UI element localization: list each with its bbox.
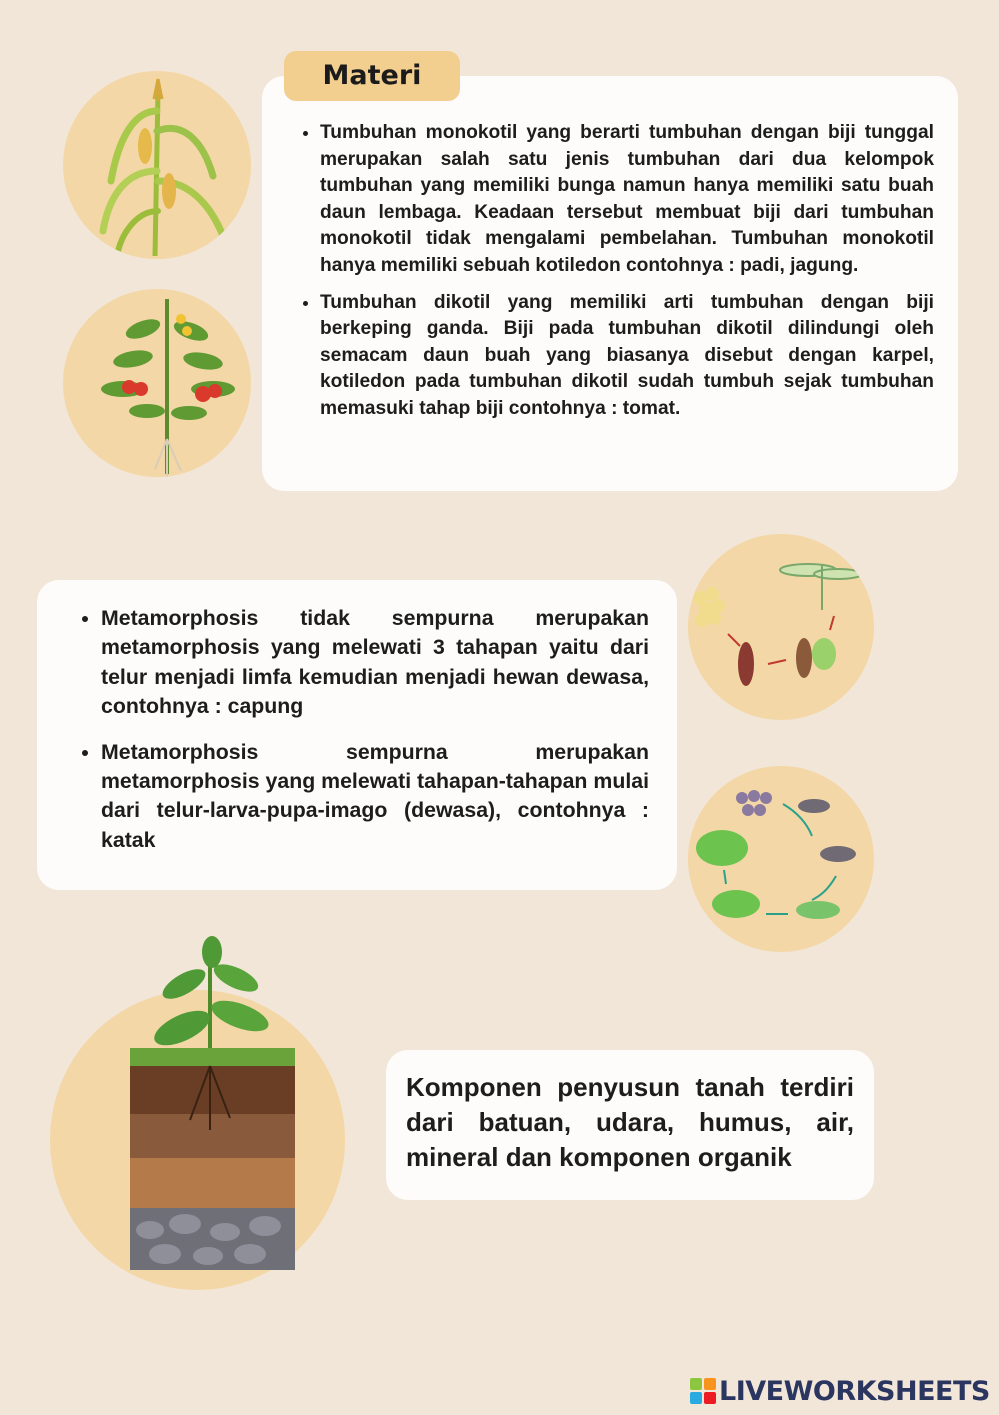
list-item: • Metamorphosis sempurna merupakan metamorphosis yang melewati tahapan-tahapan mulai dari telur-larva-pupa-imago (dewasa), contohnya : katak xyxy=(101,738,649,856)
list-item: • Metamorphosis tidak sempurna merupakan metamorphosis yang melewati 3 tahapan yaitu dari telur menjadi limfa kemudian menjadi hewan dewasa, contohnya : capung xyxy=(101,604,649,722)
materi-card xyxy=(262,76,958,491)
liveworksheets-logo[interactable] xyxy=(690,1374,990,1408)
soil-components-card xyxy=(386,1050,874,1200)
tomato-plant-icon xyxy=(63,289,251,477)
list-item: • Tumbuhan dikotil yang memiliki arti tumbuhan dengan biji berkeping ganda. Biji pada tumbuhan dikotil dilindungi oleh semacam daun buah yang biasanya disebut dengan karpel, kotiledon pada tumbuhan dikotil sudah tumbuh sejak tumbuhan memasuki tahap biji contohnya : tomat. xyxy=(320,290,934,423)
corn-plant-icon xyxy=(63,71,251,259)
logo-text: LIVEWORKSHEETS xyxy=(719,1375,990,1407)
liveworksheets-logo-icon xyxy=(690,1378,716,1404)
soil-layers-icon xyxy=(130,930,295,1275)
materi-bullet-list xyxy=(298,120,934,423)
frog-life-cycle-icon xyxy=(688,766,874,952)
metamorphosis-card xyxy=(37,580,677,890)
materi-tag: Materi xyxy=(284,51,460,101)
metamorphosis-bullet-list xyxy=(79,604,649,855)
dragonfly-life-cycle-icon xyxy=(688,534,874,720)
list-item: • Tumbuhan monokotil yang berarti tumbuhan dengan biji tunggal merupakan salah satu jenis tumbuhan dari dua kelompok tumbuhan yang memiliki bunga namun hanya memiliki satu buah daun lembaga. Keadaan tersebut membuat biji dari tumbuhan monokotil tidak mengalami pembelahan. Tumbuhan monokotil hanya memiliki sebuah kotiledon contohnya : padi, jagung. xyxy=(320,120,934,280)
soil-components-text: Komponen penyusun tanah terdiri dari batuan, udara, humus, air, mineral dan komponen organik xyxy=(406,1072,854,1172)
